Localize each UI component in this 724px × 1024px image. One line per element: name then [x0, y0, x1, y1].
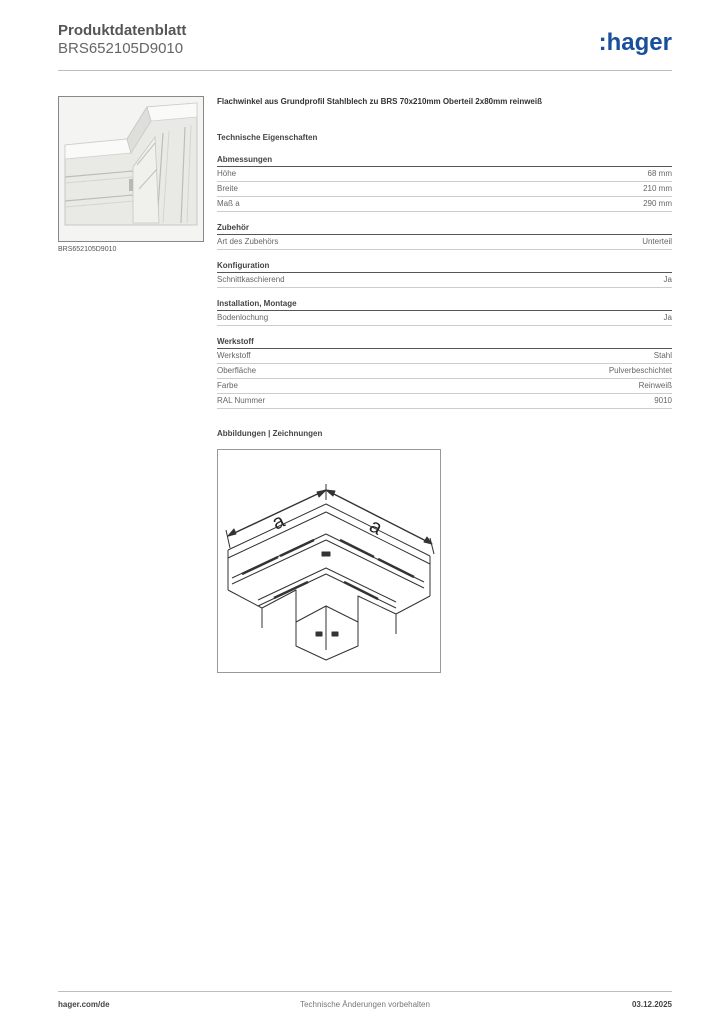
- product-image-caption: BRS652105D9010: [58, 246, 117, 253]
- section-title: Zubehör: [217, 223, 672, 235]
- property-value: Stahl: [653, 351, 672, 360]
- footer-disclaimer: Technische Änderungen vorbehalten: [300, 1000, 430, 1009]
- figures-title: Abbildungen | Zeichnungen: [217, 429, 323, 438]
- properties-section: [217, 155, 672, 212]
- document-title: Produktdatenblatt: [58, 22, 187, 39]
- property-row: [217, 349, 672, 364]
- property-label: Farbe: [217, 381, 238, 390]
- property-label: Schnittkaschierend: [217, 275, 285, 284]
- property-row: [217, 379, 672, 394]
- product-description: Flachwinkel aus Grundprofil Stahlblech zu BRS 70x210mm Oberteil 2x80mm reinweiß: [217, 97, 542, 106]
- property-value: Unterteil: [642, 237, 672, 246]
- property-value: Ja: [663, 275, 672, 284]
- dimension-label-a-right: a: [365, 514, 386, 540]
- property-label: Höhe: [217, 169, 237, 178]
- property-label: Oberfläche: [217, 366, 257, 375]
- property-row: [217, 197, 672, 212]
- property-value: 290 mm: [643, 199, 672, 208]
- properties-section: [217, 261, 672, 288]
- property-label: Breite: [217, 184, 238, 193]
- property-row: [217, 273, 672, 288]
- properties-section: [217, 299, 672, 326]
- product-image: [58, 96, 204, 242]
- section-title: Abmessungen: [217, 155, 672, 167]
- properties-section: [217, 223, 672, 250]
- property-row: [217, 394, 672, 409]
- technical-properties-title: Technische Eigenschaften: [217, 133, 318, 142]
- property-label: RAL Nummer: [217, 396, 266, 405]
- property-value: 210 mm: [643, 184, 672, 193]
- page-header: [58, 20, 672, 71]
- properties-section: [217, 337, 672, 409]
- property-label: Werkstoff: [217, 351, 251, 360]
- page-footer: [58, 991, 672, 1016]
- footer-date: 03.12.2025: [631, 1000, 672, 1009]
- product-code: BRS652105D9010: [58, 40, 184, 57]
- property-row: [217, 364, 672, 379]
- property-row: [217, 167, 672, 182]
- property-row: [217, 235, 672, 250]
- property-value: 9010: [654, 396, 672, 405]
- property-row: [217, 182, 672, 197]
- property-value: Reinweiß: [638, 381, 672, 390]
- section-title: Konfiguration: [217, 261, 672, 273]
- property-label: Maß a: [217, 199, 240, 208]
- property-value: Ja: [663, 313, 672, 322]
- properties-sections: [217, 155, 672, 409]
- hager-logo: [594, 28, 672, 58]
- property-row: [217, 311, 672, 326]
- section-title: Werkstoff: [217, 337, 672, 349]
- dimension-label-a-left: a: [268, 509, 289, 535]
- property-label: Art des Zubehörs: [217, 237, 279, 246]
- property-value: Pulverbeschichtet: [608, 366, 672, 375]
- technical-drawing: [217, 449, 441, 673]
- footer-website: hager.com/de: [58, 1000, 110, 1009]
- product-details: [217, 97, 672, 438]
- property-label: Bodenlochung: [217, 313, 269, 322]
- section-title: Installation, Montage: [217, 299, 672, 311]
- svg-text::hager: :hager: [598, 29, 672, 56]
- property-value: 68 mm: [647, 169, 672, 178]
